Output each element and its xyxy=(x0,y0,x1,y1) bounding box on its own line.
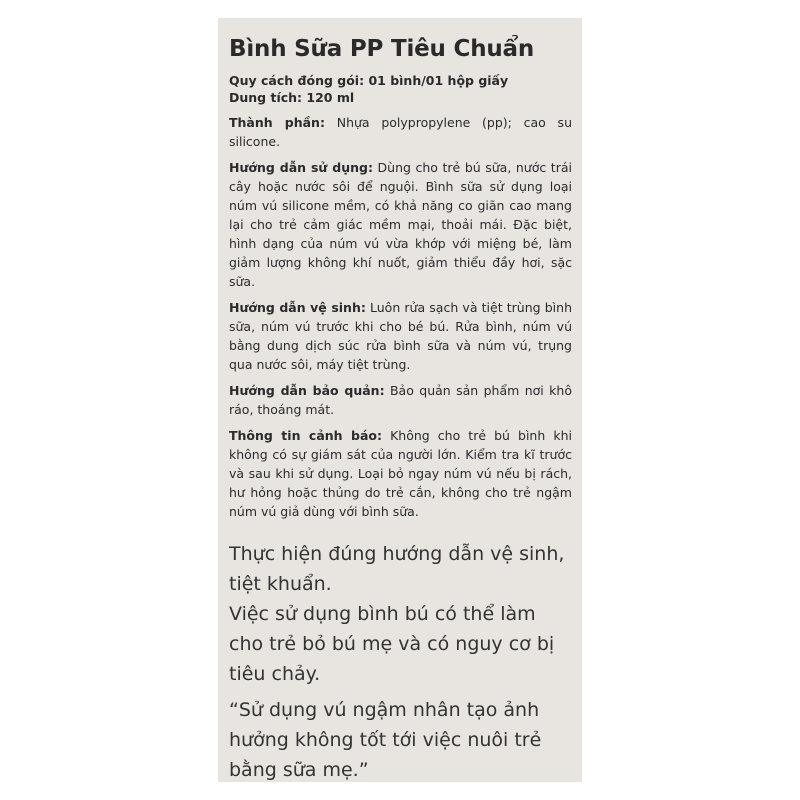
cleaning-text: Luôn rửa sạch và tiệt trùng bình sữa, núm vú trước khi cho bé bú. Rửa bình, núm vú bằng dung dịch súc rửa bình sữa và núm vú, trụng qua nước sôi, máy tiệt trùng. xyxy=(229,300,572,372)
ingredients-section xyxy=(229,113,572,151)
packaging-spec xyxy=(229,72,572,89)
packaging-label: Quy cách đóng gói: xyxy=(229,73,365,88)
usage-text: Dùng cho trẻ bú sữa, nước trái cây hoặc nước sôi để nguội. Bình sữa sử dụng loại núm vú silicone mềm, có khả năng co giãn cao mang lại cho trẻ cảm giác mềm mại, thoải mái. Đặc biệt, hình dạng của núm vú vừa khớp với miệng bé, làm giảm lượng không khí nuốt, giảm thiểu đầy hơi, sặc sữa. xyxy=(229,160,572,289)
storage-label: Hướng dẫn bảo quản: xyxy=(229,383,385,398)
cleaning-label: Hướng dẫn vệ sinh: xyxy=(229,300,366,315)
capacity-label: Dung tích: xyxy=(229,90,303,105)
product-title: Bình Sữa PP Tiêu Chuẩn xyxy=(229,36,535,62)
storage-text: Bảo quản sản phẩm nơi khô ráo, thoáng mát. xyxy=(229,383,572,417)
packaging-value: 01 bình/01 hộp giấy xyxy=(368,73,509,88)
capacity-value: 120 ml xyxy=(306,90,355,105)
warning-text: Không cho trẻ bú bình khi không có sự giám sát của người lớn. Kiểm tra kĩ trước và sau khi sử dụng. Loại bỏ ngay núm vú nếu bị rách, hư hỏng hoặc thủng do trẻ cắn, không cho trẻ ngậm núm vú giả dùng với bình sữa. xyxy=(229,428,572,519)
capacity-spec xyxy=(229,89,572,106)
usage-label: Hướng dẫn sử dụng: xyxy=(229,160,373,175)
notice-breastfeeding-risk: Việc sử dụng bình bú có thể làm cho trẻ bỏ bú mẹ và có nguy cơ bị tiêu chảy. xyxy=(229,603,555,685)
ingredients-text: Nhựa polypropylene (pp); cao su silicone. xyxy=(229,115,572,149)
usage-section xyxy=(229,158,572,291)
notices-block xyxy=(229,539,572,782)
product-info-card xyxy=(218,18,582,782)
warning-label: Thông tin cảnh báo: xyxy=(229,428,382,443)
warning-section xyxy=(229,426,572,521)
cleaning-section xyxy=(229,298,572,374)
ingredients-label: Thành phần: xyxy=(229,115,325,130)
notice-hygiene: Thực hiện đúng hướng dẫn vệ sinh, tiệt khuẩn. xyxy=(229,543,565,595)
storage-section xyxy=(229,381,572,419)
notice-quote: “Sử dụng vú ngậm nhân tạo ảnh hưởng không tốt tới việc nuôi trẻ bằng sữa mẹ.” xyxy=(229,699,542,781)
